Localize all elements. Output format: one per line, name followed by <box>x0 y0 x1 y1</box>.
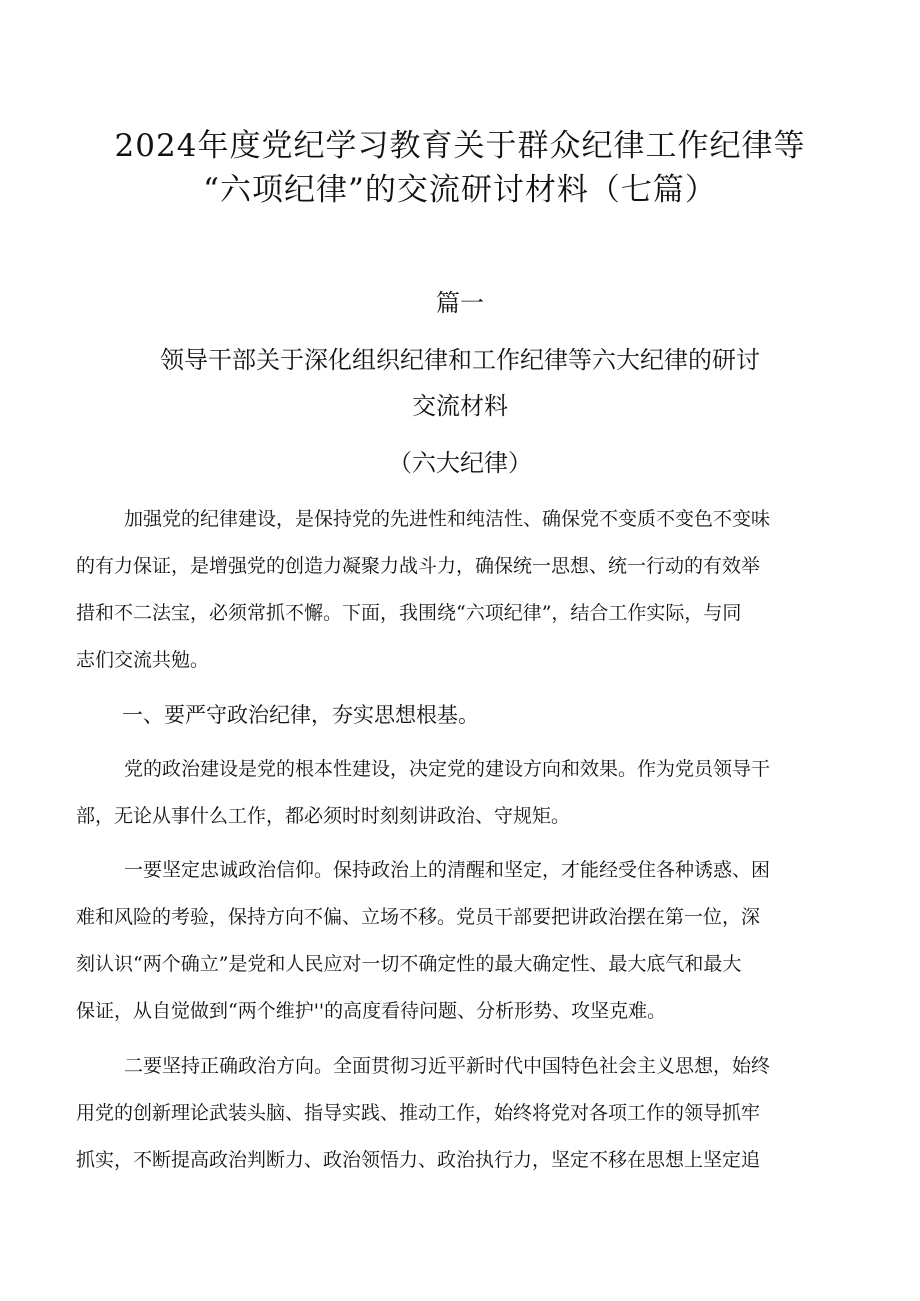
subtitle-line-2: 交流材料 <box>412 392 508 420</box>
subtitle-line-1: 领导干部关于深化组织纪律和工作纪律等六大纪律的研讨 <box>160 346 760 374</box>
section-heading: 一、要严守政治纪律，夯实思想根基。 <box>122 703 479 727</box>
section1-paragraph-1 <box>76 746 856 840</box>
part-label: 篇一 <box>436 289 484 317</box>
text-line: 加强党的纪律建设，是保持党的先进性和纯洁性、确保党不变质不变色不变味 <box>124 508 771 530</box>
text-line: 用党的创新理论武装头脑、指导实践、推动工作，始终将党对各项工作的领导抓牢 <box>76 1102 761 1124</box>
text-line: 二要坚持正确政治方向。全面贯彻习近平新时代中国特色社会主义思想，始终 <box>124 1055 771 1077</box>
text-line: 一要坚定忠诚政治信仰。保持政治上的清醒和坚定，才能经受住各种诱惑、困 <box>124 859 771 881</box>
document-title-line-1: 2024年度党纪学习教育关于群众纪律工作纪律等 <box>114 128 806 164</box>
section1-paragraph-3 <box>76 1043 856 1184</box>
text-line: 的有力保证，是增强党的创造力凝聚力战斗力，确保统一思想、统一行动的有效举 <box>76 555 761 577</box>
section1-paragraph-2 <box>76 847 856 1035</box>
text-line: 抓实，不断提高政治判断力、政治领悟力、政治执行力，坚定不移在思想上坚定追 <box>76 1149 761 1171</box>
document-title-line-2: “六项纪律”的交流研讨材料（七篇） <box>203 172 717 208</box>
text-line: 党的政治建设是党的根本性建设，决定党的建设方向和效果。作为党员领导干 <box>124 758 771 780</box>
text-line: 志们交流共勉。 <box>76 649 210 671</box>
paren-note: （六大纪律） <box>388 449 532 477</box>
text-line: 部，无论从事什么工作，都必须时时刻刻讲政治、守规矩。 <box>76 805 571 827</box>
text-line: 保证，从自觉做到“两个维护''的高度看待问题、分析形势、攻坚克难。 <box>76 1000 667 1022</box>
text-line: 刻认识“两个确立”是党和人民应对一切不确定性的最大确定性、最大底气和最大 <box>76 953 742 975</box>
intro-paragraph <box>76 496 856 684</box>
text-line: 措和不二法宝，必须常抓不懈。下面，我围绕“六项纪律”，结合工作实际，与同 <box>76 602 742 624</box>
text-line: 难和风险的考验，保持方向不偏、立场不移。党员干部要把讲政治摆在第一位，深 <box>76 906 761 928</box>
